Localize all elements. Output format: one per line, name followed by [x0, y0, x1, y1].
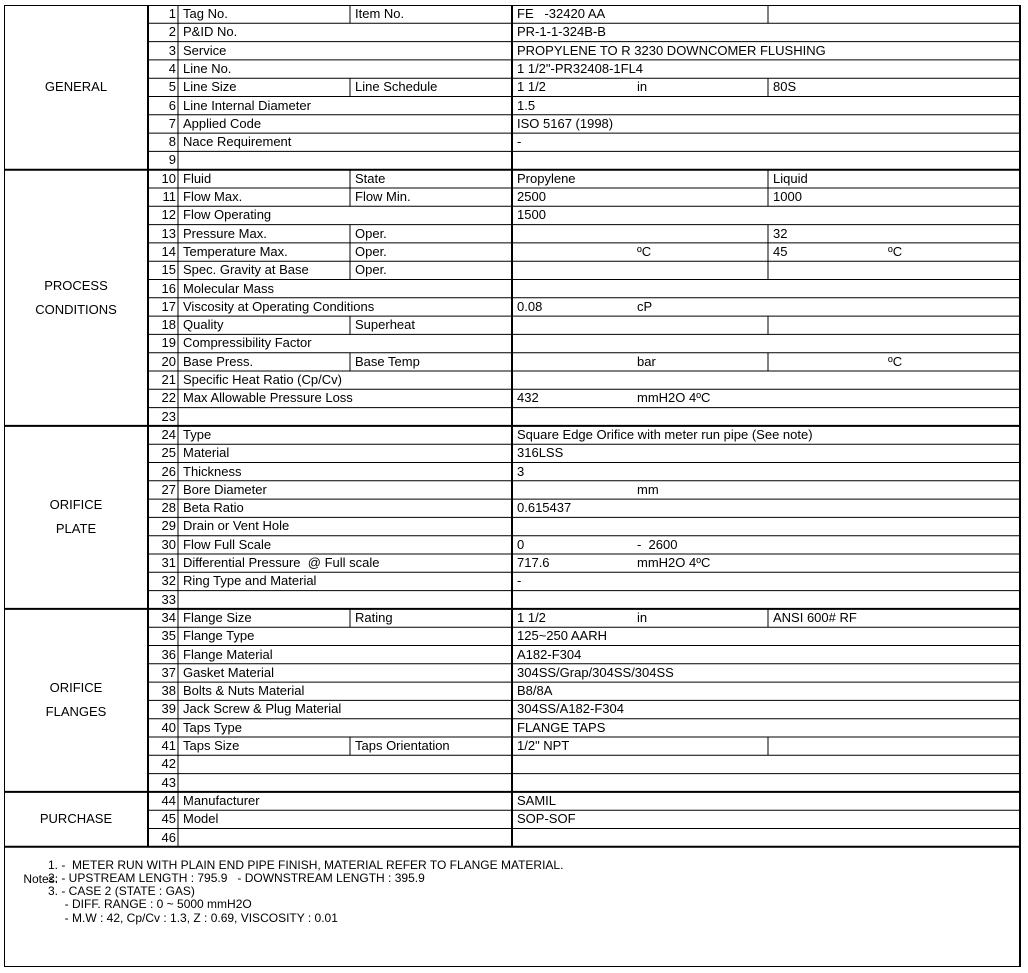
- row-number: 8: [168, 134, 176, 150]
- datasheet: [4, 5, 1021, 967]
- row-number: 34: [161, 609, 176, 625]
- row-label: Material: [183, 445, 230, 461]
- row-number: 36: [161, 646, 176, 662]
- row-label: Line No.: [183, 60, 232, 76]
- row-value: SOP-SOF: [517, 811, 576, 827]
- row-label: Applied Code: [183, 115, 262, 131]
- row-label: Jack Screw & Plug Material: [183, 701, 342, 717]
- note-line: - M.W : 42, Cp/Cv : 1.3, Z : 0.69, VISCOSITY : 0.01: [48, 910, 338, 925]
- note-line: 3. - CASE 2 (STATE : GAS): [48, 884, 195, 899]
- row-label-secondary: Base Temp: [355, 353, 420, 369]
- row-number: 3: [168, 42, 176, 58]
- row-label-secondary: Oper.: [355, 225, 387, 241]
- row-number: 46: [161, 829, 176, 845]
- row-number: 29: [161, 518, 176, 534]
- row-label: Pressure Max.: [183, 225, 267, 241]
- row-label: P&ID No.: [183, 24, 238, 40]
- row-value: FLANGE TAPS: [517, 719, 606, 735]
- row-label: Flange Size: [183, 609, 252, 625]
- row-value: 1500: [517, 207, 546, 223]
- row-number: 18: [161, 317, 176, 333]
- row-value: 125~250 AARH: [517, 628, 607, 644]
- row-value-unit: mm: [637, 481, 659, 497]
- row-label: Ring Type and Material: [183, 573, 317, 589]
- section-process: [4, 274, 148, 322]
- row-value-secondary-unit: ºC: [888, 243, 903, 259]
- row-number: 15: [161, 262, 176, 278]
- row-number: 33: [161, 591, 176, 607]
- row-number: 22: [161, 390, 176, 406]
- row-label-secondary: State: [355, 170, 386, 186]
- row-label: Manufacturer: [183, 792, 260, 808]
- row-label-secondary: Line Schedule: [355, 79, 438, 95]
- row-value-unit: - 2600: [637, 536, 678, 552]
- row-number: 28: [161, 500, 176, 516]
- row-label: Tag No.: [183, 6, 228, 21]
- section-label: PROCESS: [44, 277, 108, 293]
- row-label: Drain or Vent Hole: [183, 518, 290, 534]
- row-label: Fluid: [183, 170, 212, 186]
- note-line: 1. - METER RUN WITH PLAIN END PIPE FINISH, MATERIAL REFER TO FLANGE MATERIAL.: [48, 857, 564, 872]
- row-number: 40: [161, 719, 176, 735]
- row-value: 2500: [517, 189, 546, 204]
- row-label-secondary: Flow Min.: [355, 189, 411, 204]
- row-number: 17: [161, 298, 176, 314]
- section-label: PURCHASE: [39, 811, 113, 827]
- section-general: [4, 75, 148, 99]
- row-label: Max Allowable Pressure Loss: [183, 390, 353, 406]
- row-label-secondary: Item No.: [355, 6, 405, 21]
- row-value: 0: [517, 536, 525, 552]
- row-value-secondary: 45: [773, 243, 788, 259]
- row-number: 39: [161, 701, 176, 717]
- row-number: 23: [161, 408, 176, 424]
- row-number: 21: [161, 372, 176, 387]
- row-number: 25: [161, 445, 176, 461]
- row-number: 24: [161, 426, 176, 442]
- row-label: Quality: [183, 317, 224, 333]
- row-value: 1 1/2: [517, 609, 546, 625]
- row-value-unit: mmH2O 4ºC: [637, 555, 711, 570]
- row-number: 30: [161, 536, 176, 552]
- row-value: 316LSS: [517, 445, 564, 461]
- section-purchase: [4, 807, 148, 831]
- row-value: 1/2" NPT: [517, 738, 570, 753]
- row-number: 6: [168, 97, 176, 113]
- section-label: CONDITIONS: [35, 301, 117, 317]
- row-value: 304SS/Grap/304SS/304SS: [517, 664, 674, 680]
- row-value: SAMIL: [517, 792, 557, 808]
- row-number: 32: [161, 573, 176, 589]
- row-label: Flange Type: [183, 628, 255, 644]
- notes-block: [10, 857, 564, 925]
- row-label-secondary: Rating: [355, 609, 393, 625]
- row-value-unit: cP: [637, 298, 653, 314]
- row-number: 20: [161, 353, 176, 369]
- note-line: - DIFF. RANGE : 0 ~ 5000 mmH2O: [48, 897, 252, 912]
- section-label: GENERAL: [44, 79, 108, 95]
- row-value-secondary: 32: [773, 225, 788, 241]
- row-label: Flow Operating: [183, 207, 272, 223]
- row-label: Bore Diameter: [183, 481, 267, 497]
- row-label-secondary: Oper.: [355, 262, 387, 278]
- row-number: 5: [168, 79, 176, 95]
- row-value: B8/8A: [517, 683, 553, 699]
- row-number: 11: [162, 189, 176, 204]
- row-value-secondary-unit: ºC: [888, 353, 903, 369]
- row-label: Gasket Material: [183, 664, 275, 680]
- row-value: 432: [517, 390, 539, 406]
- row-number: 10: [161, 170, 176, 186]
- row-label: Viscosity at Operating Conditions: [183, 298, 375, 314]
- row-number: 43: [161, 774, 176, 790]
- row-number: 9: [168, 152, 176, 168]
- row-label: Type: [183, 426, 212, 442]
- row-number: 45: [161, 811, 176, 827]
- row-label-secondary: Superheat: [355, 317, 415, 333]
- row-value: 1 1/2: [517, 79, 546, 95]
- row-number: 2: [168, 24, 176, 40]
- section-label: PLATE: [55, 521, 97, 537]
- row-label: Specific Heat Ratio (Cp/Cv): [183, 372, 342, 387]
- section-orifice-flanges: [4, 676, 148, 724]
- row-label: Line Size: [183, 79, 237, 95]
- row-value: 717.6: [517, 555, 550, 570]
- section-label: ORIFICE: [49, 497, 103, 513]
- row-label: Service: [183, 42, 227, 58]
- row-number: 19: [161, 335, 176, 351]
- row-value: FE -32420 AA: [517, 6, 606, 21]
- row-value: 1.5: [517, 97, 536, 113]
- row-value-secondary: ANSI 600# RF: [773, 609, 857, 625]
- notes-title: Notes:: [23, 871, 59, 886]
- row-label: Flange Material: [183, 646, 273, 662]
- row-value: 3: [517, 463, 525, 479]
- row-number: 13: [161, 225, 176, 241]
- section-label: FLANGES: [45, 704, 107, 720]
- row-value: -: [517, 134, 522, 150]
- row-label: Taps Size: [183, 738, 240, 753]
- row-number: 4: [168, 60, 176, 76]
- row-label: Flow Max.: [183, 189, 243, 204]
- row-label: Compressibility Factor: [183, 335, 312, 351]
- row-number: 16: [161, 280, 176, 296]
- section-orifice-plate: [4, 493, 148, 541]
- row-label: Model: [183, 811, 219, 827]
- row-label: Taps Type: [183, 719, 243, 735]
- row-value-unit: mmH2O 4ºC: [637, 390, 711, 406]
- row-label-secondary: Taps Orientation: [355, 738, 450, 753]
- row-label: Flow Full Scale: [183, 536, 272, 552]
- row-value: 0.615437: [517, 500, 572, 516]
- row-label: Base Press.: [183, 353, 254, 369]
- row-number: 42: [161, 756, 176, 772]
- row-value-unit: ºC: [637, 243, 652, 259]
- row-label: Spec. Gravity at Base: [183, 262, 309, 278]
- row-number: 27: [161, 481, 176, 497]
- row-label: Thickness: [183, 463, 242, 479]
- row-value: PROPYLENE TO R 3230 DOWNCOMER FLUSHING: [517, 42, 826, 58]
- row-label: Beta Ratio: [183, 500, 244, 516]
- row-label: Nace Requirement: [183, 134, 292, 150]
- row-value: A182-F304: [517, 646, 582, 662]
- note-line: 2. - UPSTREAM LENGTH : 795.9 - DOWNSTREAM LENGTH : 395.9: [48, 870, 425, 885]
- section-label: ORIFICE: [49, 680, 103, 696]
- row-value: ISO 5167 (1998): [517, 115, 614, 131]
- row-value: 0.08: [517, 298, 543, 314]
- row-number: 37: [161, 664, 176, 680]
- row-number: 35: [161, 628, 176, 644]
- row-number: 38: [161, 683, 176, 699]
- row-value: Propylene: [517, 170, 576, 186]
- row-value-unit: in: [637, 609, 648, 625]
- row-label: Molecular Mass: [183, 280, 275, 296]
- row-label: Bolts & Nuts Material: [183, 683, 305, 699]
- row-value: -: [517, 573, 522, 589]
- row-number: 14: [161, 243, 176, 259]
- row-label-secondary: Oper.: [355, 243, 387, 259]
- row-value: Square Edge Orifice with meter run pipe (See note): [517, 426, 813, 442]
- row-value: PR-1-1-324B-B: [517, 24, 606, 40]
- row-value-secondary: 80S: [773, 79, 797, 95]
- row-value-unit: bar: [637, 353, 656, 369]
- row-number: 1: [168, 6, 176, 21]
- row-number: 41: [161, 738, 176, 753]
- row-value: 304SS/A182-F304: [517, 701, 624, 717]
- row-value-secondary: Liquid: [773, 170, 808, 186]
- row-number: 12: [161, 207, 176, 223]
- row-number: 31: [161, 555, 176, 570]
- row-value-unit: in: [637, 79, 648, 95]
- row-label: Line Internal Diameter: [183, 97, 311, 113]
- row-value-secondary: 1000: [773, 189, 802, 204]
- row-number: 44: [161, 792, 176, 808]
- row-number: 26: [161, 463, 176, 479]
- row-value: 1 1/2"-PR32408-1FL4: [517, 60, 644, 76]
- row-label: Temperature Max.: [183, 243, 288, 259]
- row-label: Differential Pressure @ Full scale: [183, 555, 380, 570]
- row-number: 7: [168, 115, 176, 131]
